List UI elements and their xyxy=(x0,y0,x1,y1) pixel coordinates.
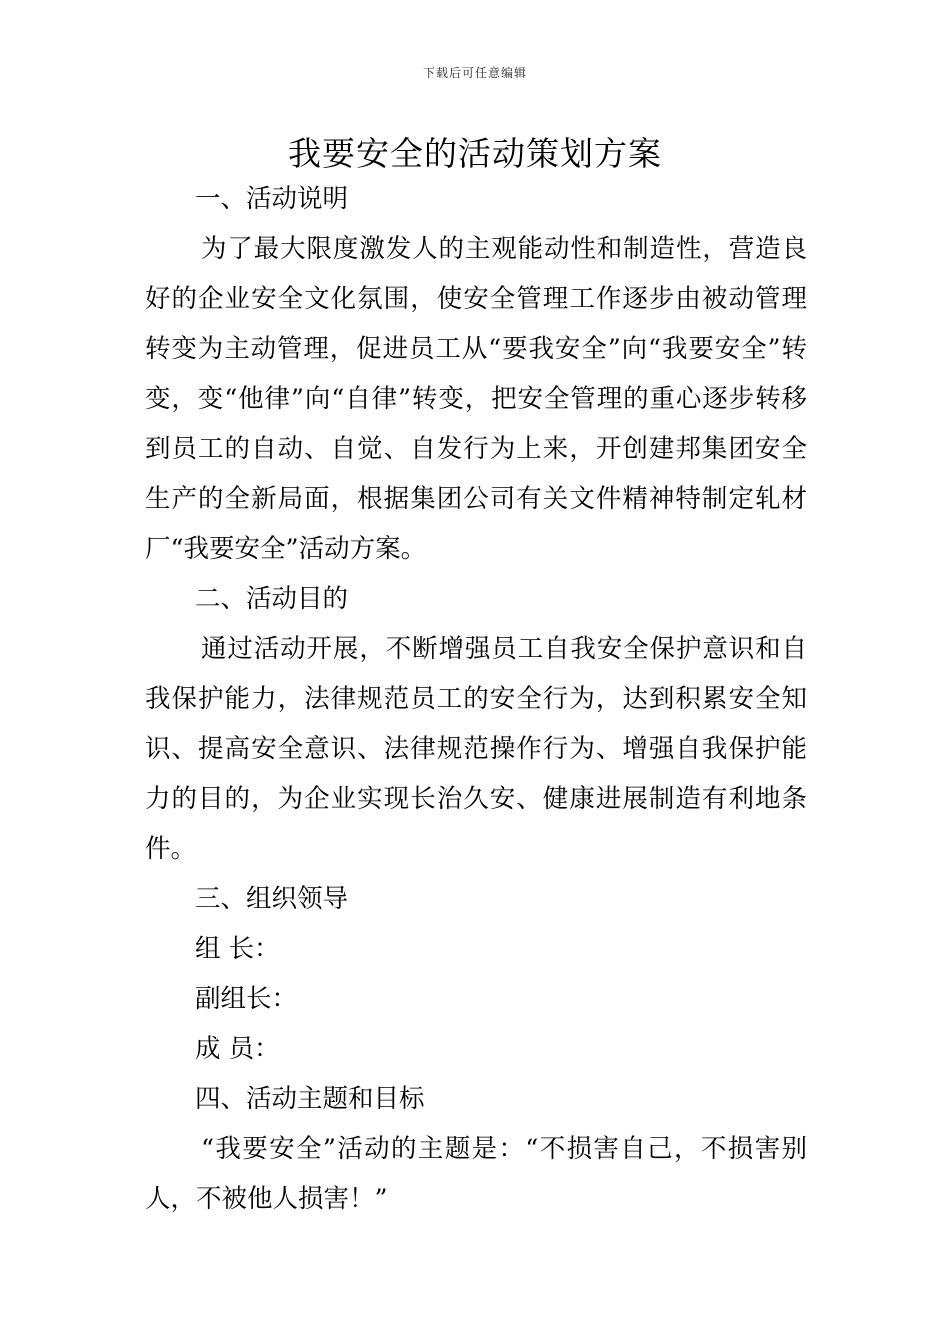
document-title: 我要安全的活动策划方案 xyxy=(288,134,662,173)
document-body xyxy=(145,174,807,1224)
role-deputy-leader: 副组长： xyxy=(195,984,298,1014)
header-note: 下载后可任意编辑 xyxy=(422,66,527,80)
section-paragraph-4: “我要安全”活动的主题是：“不损害自己，不损害别人，不被他人损害！” xyxy=(145,1134,807,1214)
section-heading-1: 一、活动说明 xyxy=(195,184,349,214)
role-leader: 组 长： xyxy=(195,934,280,964)
section-paragraph-2: 通过活动开展，不断增强员工自我安全保护意识和自我保护能力，法律规范员工的安全行为，达到积累安全知识、提高安全意识、法律规范操作行为、增强自我保护能力的目的，为企业实现长治久安、健康进展制造有利地条件。 xyxy=(145,634,807,864)
section-heading-2: 二、活动目的 xyxy=(195,584,349,614)
section-paragraph-1: 为了最大限度激发人的主观能动性和制造性，营造良好的企业安全文化氛围，使安全管理工作逐步由被动管理转变为主动管理，促进员工从“要我安全”向“我要安全”转变，变“他律”向“自律”转变，把安全管理的重心逐步转移到员工的自动、自觉、自发行为上来，开创建邦集团安全生产的全新局面，根据集团公司有关文件精神特制定轧材厂“我要安全”活动方案。 xyxy=(145,234,807,564)
role-members: 成 员： xyxy=(195,1034,280,1064)
section-heading-4: 四、活动主题和目标 xyxy=(195,1084,425,1114)
section-heading-3: 三、组织领导 xyxy=(195,884,349,914)
